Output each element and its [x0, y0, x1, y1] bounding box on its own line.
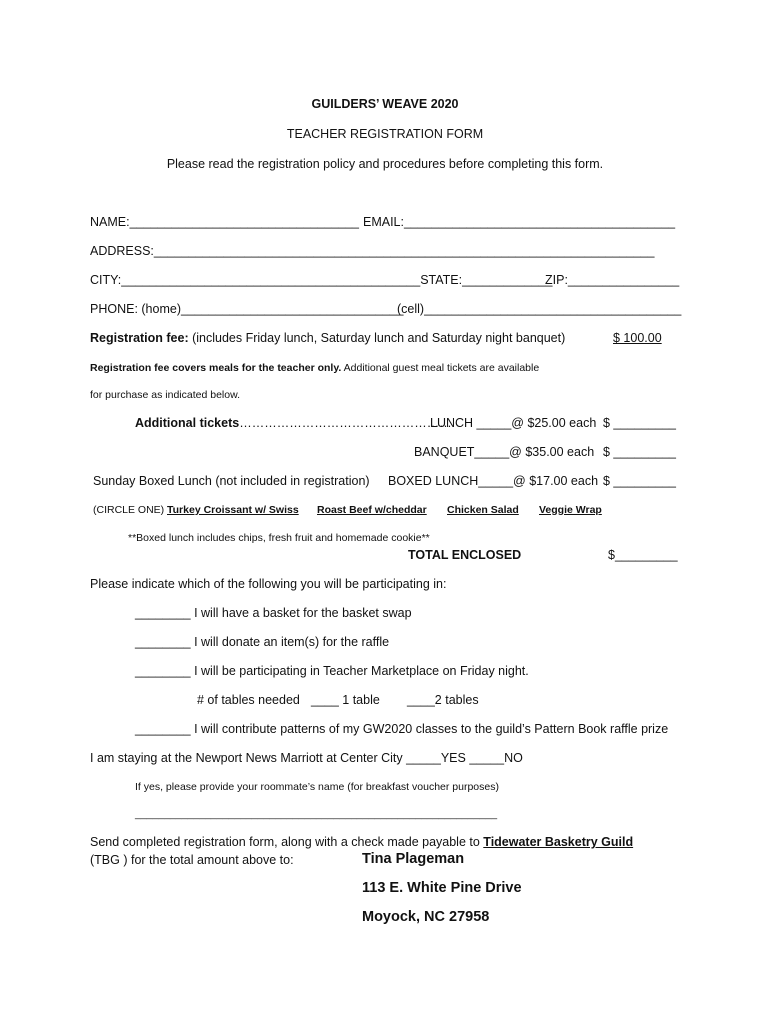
lunch-total-field[interactable]: $ _________ [603, 416, 676, 430]
fee-note-rest: Additional guest meal tickets are available [341, 362, 540, 374]
address-field[interactable]: ADDRESS:________________________________________________________________________ [90, 244, 655, 258]
boxed-lunch-note: **Boxed lunch includes chips, fresh fruit and homemade cookie** [128, 532, 430, 544]
fee-note-bold: Registration fee covers meals for the teacher only. [90, 362, 342, 374]
boxed-lunch-field[interactable]: BOXED LUNCH_____@ $17.00 each [388, 474, 599, 488]
participation-intro: Please indicate which of the following you will be participating in: [90, 577, 447, 591]
option-veggie-wrap[interactable]: Veggie Wrap [539, 504, 602, 516]
pattern-book-item[interactable]: ________ I will contribute patterns of my GW2020 classes to the guild’s Pattern Book raffle prize [135, 722, 669, 736]
zip-field[interactable]: ZIP:________________ [545, 273, 680, 287]
fee-note-line2: for purchase as indicated below. [90, 389, 241, 401]
total-enclosed-label: TOTAL ENCLOSED [408, 548, 522, 562]
two-tables-option[interactable]: ____2 tables [407, 693, 479, 707]
boxed-lunch-total-field[interactable]: $ _________ [603, 474, 676, 488]
phone-cell-field[interactable]: (cell)_____________________________________ [397, 302, 682, 316]
basket-swap-item[interactable]: ________ I will have a basket for the basket swap [135, 606, 412, 620]
registration-fee-description: (includes Friday lunch, Saturday lunch and Saturday night banquet) [188, 331, 566, 345]
payee-name: Tidewater Basketry Guild [483, 835, 634, 849]
name-field[interactable]: NAME:_________________________________ [90, 215, 360, 229]
option-chicken-salad[interactable]: Chicken Salad [447, 504, 519, 516]
form-subtitle: TEACHER REGISTRATION FORM [286, 127, 484, 141]
registration-fee-label: Registration fee: [90, 331, 189, 345]
teacher-marketplace-item[interactable]: ________ I will be participating in Teacher Marketplace on Friday night. [135, 664, 529, 678]
banquet-total-field[interactable]: $ _________ [603, 445, 676, 459]
mailing-text: Send completed registration form, along with a check made payable to [90, 835, 484, 849]
total-enclosed-field[interactable]: $_________ [608, 548, 678, 562]
phone-home-field[interactable]: PHONE: (home)________________________________ [90, 302, 404, 316]
recipient-name: Tina Plageman [362, 851, 465, 867]
raffle-donation-item[interactable]: ________ I will donate an item(s) for the raffle [135, 635, 390, 649]
one-table-option[interactable]: ____ 1 table [311, 693, 380, 707]
hotel-question[interactable]: I am staying at the Newport News Marriott at Center City _____YES _____NO [90, 751, 523, 765]
roommate-note: If yes, please provide your roommate’s name (for breakfast voucher purposes) [135, 781, 499, 793]
form-title: GUILDERS’ WEAVE 2020 [311, 97, 459, 111]
roommate-name-field[interactable]: ______________________________________________________________ [135, 808, 498, 820]
city-state-field[interactable]: CITY:___________________________________________STATE:_____________ [90, 273, 553, 287]
additional-tickets-dots: …………………………………………… [239, 416, 452, 430]
option-turkey-croissant[interactable]: Turkey Croissant w/ Swiss [167, 504, 299, 516]
tables-needed-label: # of tables needed [197, 693, 300, 707]
banquet-ticket-field[interactable]: BANQUET_____@ $35.00 each [414, 445, 595, 459]
additional-tickets-label: Additional tickets [135, 416, 240, 430]
mailing-instructions [90, 834, 633, 850]
lunch-ticket-field[interactable]: LUNCH _____@ $25.00 each [430, 416, 597, 430]
recipient-city: Moyock, NC 27958 [362, 909, 490, 925]
registration-fee-amount: $ 100.00 [613, 331, 662, 345]
sunday-boxed-lunch-label: Sunday Boxed Lunch (not included in registration) [93, 474, 370, 488]
form-instructions: Please read the registration policy and procedures before completing this form. [166, 157, 604, 171]
recipient-street: 113 E. White Pine Drive [362, 880, 522, 896]
fee-note [90, 360, 539, 376]
registration-fee-line [90, 330, 565, 346]
email-field[interactable]: EMAIL:_______________________________________ [363, 215, 676, 229]
option-roast-beef[interactable]: Roast Beef w/cheddar [317, 504, 427, 516]
circle-one-label: (CIRCLE ONE) [93, 504, 165, 516]
additional-tickets-line [135, 415, 452, 431]
mailing-text-line2: (TBG ) for the total amount above to: [90, 853, 294, 867]
